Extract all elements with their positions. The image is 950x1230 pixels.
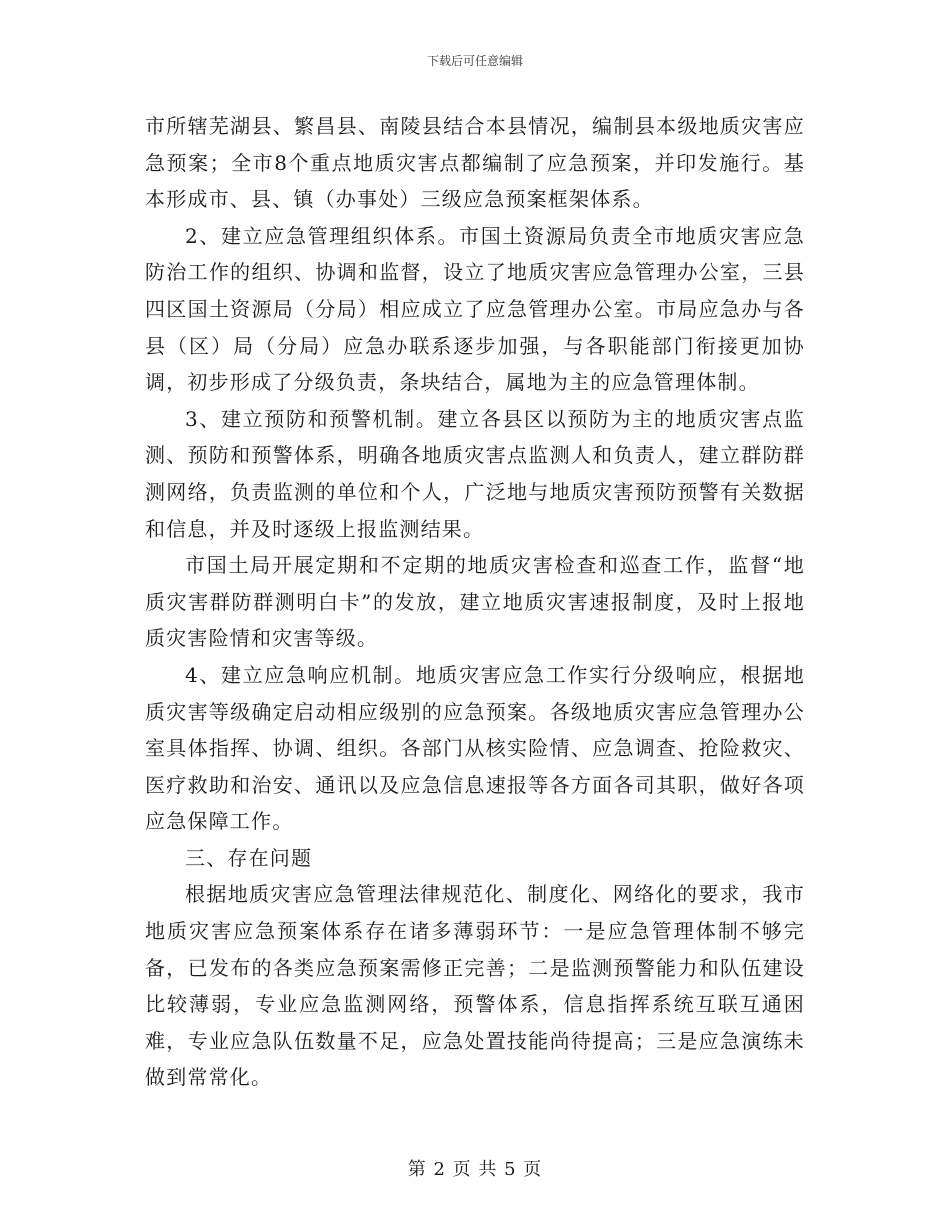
paragraph-continuation: 市所辖芜湖县、繁昌县、南陵县结合本县情况，编制县本级地质灾害应急预案；全市8个重点地质灾害点都编制了应急预案，并印发施行。基本形成市、县、镇（办事处）三级应急预案框架体系。 xyxy=(145,114,805,212)
paragraph-prevention-warning: 3、建立预防和预警机制。建立各县区以预防为主的地质灾害点监测、预防和预警体系，明确各地质灾害点监测人和负责人，建立群防群测网络，负责监测的单位和个人，广泛地与地质灾害预防预警有关数据和信息，并及时逐级上报监测结果。 xyxy=(145,406,805,541)
paragraph-response-mechanism: 4、建立应急响应机制。地质灾害应急工作实行分级响应，根据地质灾害等级确定启动相应级别的应急预案。各级地质灾害应急管理办公室具体指挥、协调、组织。各部门从核实险情、应急调查、抢险救灾、医疗救助和治安、通讯以及应急信息速报等各方面各司其职，做好各项应急保障工作。 xyxy=(145,662,805,834)
paragraph-organization-system: 2、建立应急管理组织体系。市国土资源局负责全市地质灾害应急防治工作的组织、协调和监督，设立了地质灾害应急管理办公室，三县四区国土资源局（分局）相应成立了应急管理办公室。市局应急办与各县（区）局（分局）应急办联系逐步加强，与各职能部门衔接更加协调，初步形成了分级负责，条块结合，属地为主的应急管理体制。 xyxy=(145,223,805,395)
section-heading-problems: 三、存在问题 xyxy=(185,845,313,870)
paragraph-problems: 根据地质灾害应急管理法律规范化、制度化、网络化的要求，我市地质灾害应急预案体系存在诸多薄弱环节：一是应急管理体制不够完备，已发布的各类应急预案需修正完善；二是监测预警能力和队伍建设比较薄弱，专业应急监测网络，预警体系，信息指挥系统互联互通困难，专业应急队伍数量不足，应急处置技能尚待提高；三是应急演练未做到常常化。 xyxy=(145,882,805,1090)
paragraph-inspection: 市国土局开展定期和不定期的地质灾害检查和巡查工作，监督“地质灾害群防群测明白卡”的发放，建立地质灾害速报制度，及时上报地质灾害险情和灾害等级。 xyxy=(145,553,805,651)
document-body xyxy=(145,108,805,1096)
page-header: 下载后可任意编辑 xyxy=(426,54,523,68)
page-footer: 第 2 页 共 5 页 xyxy=(407,1159,543,1180)
